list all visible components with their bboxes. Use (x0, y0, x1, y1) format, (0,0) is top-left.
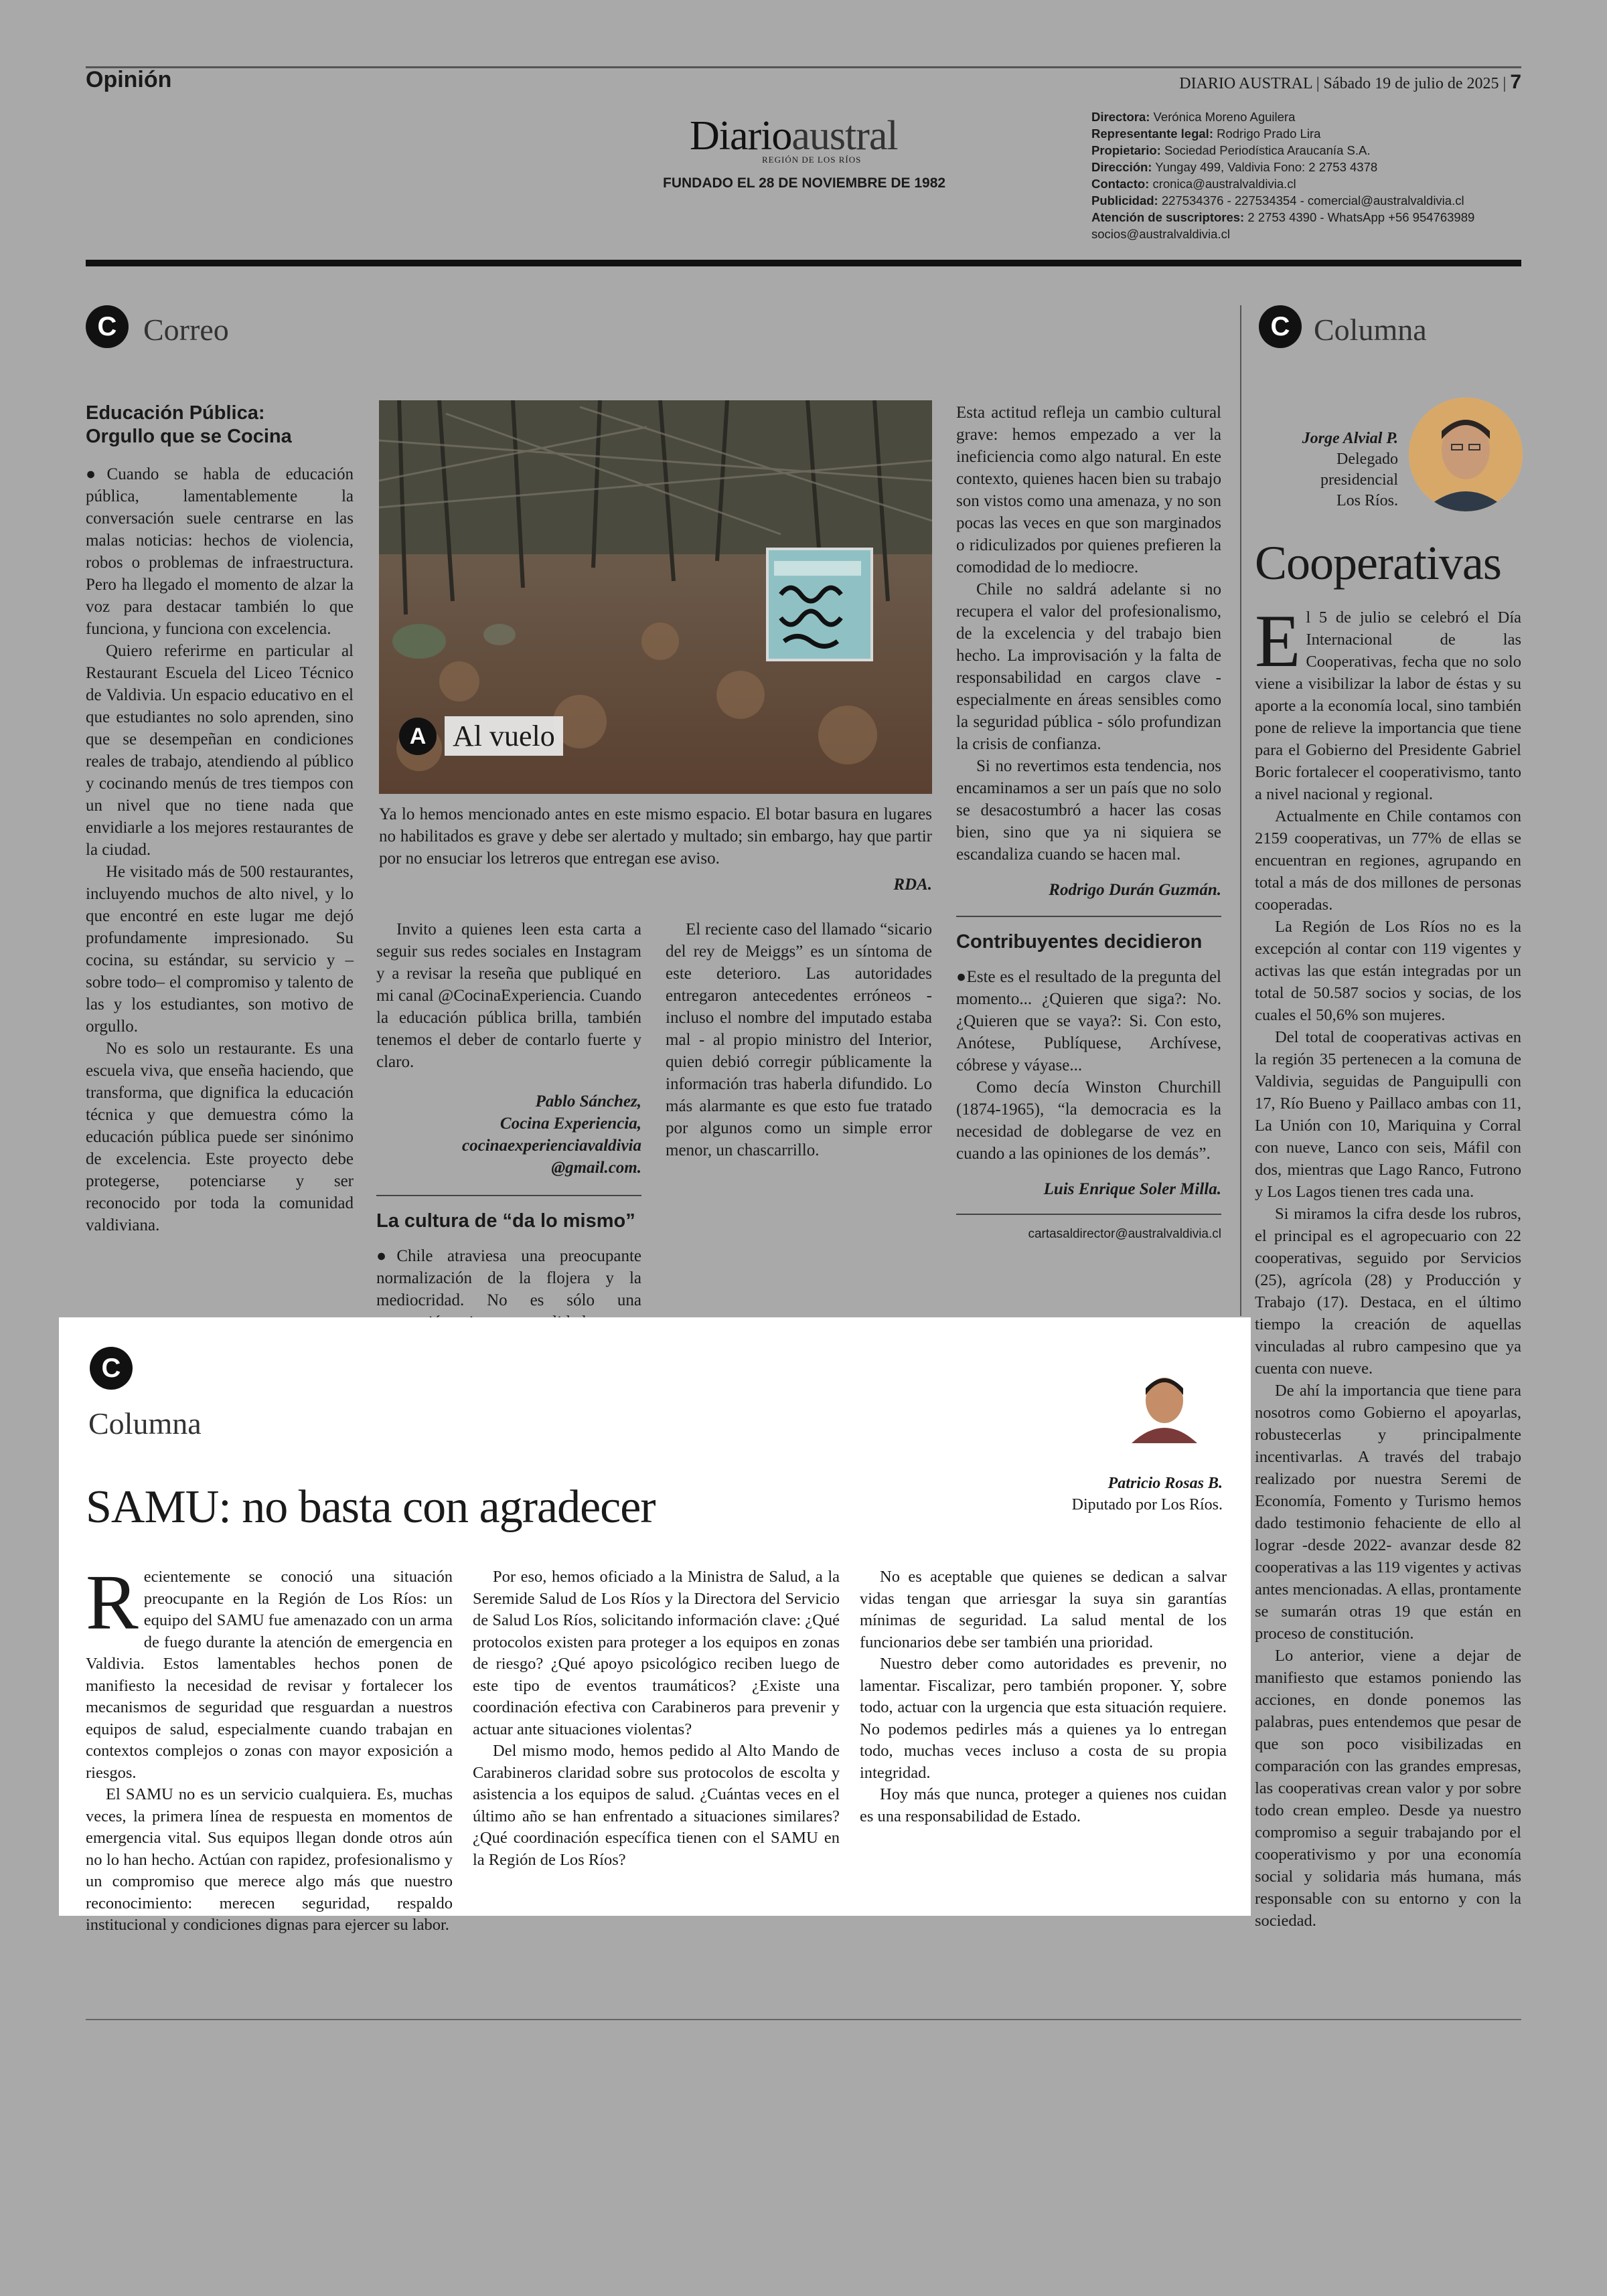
columnist-role: Delegado (1336, 450, 1398, 468)
samu-paragraph: Por eso, hemos oficiado a la Ministra de Salud, a la Seremide Salud de Los Ríos y la Directora del Servicio de Salud Los Ríos, solicitando información clave: ¿Qué protocolos existen para proteger a los equipos en zonas de riesgo? ¿Qué apoyo psicológico reciben luego de este tipo de eventos traumáticos? ¿Existe una coordinación efectiva con Carabineros para prevenir y actuar ante situaciones violentas? (473, 1568, 840, 1738)
column-paragraph: Actualmente en Chile contamos con 2159 cooperativas, un 77% de ellas se encuentran en regiones, agrupando en total a más de dos millones de personas cooperadas. (1255, 807, 1521, 914)
newspaper-name: DIARIO AUSTRAL (1179, 75, 1312, 92)
letter-paragraph: He visitado más de 500 restaurantes, incluyendo muchos de alto nivel, y lo que encontré en este lugar me dejó profundamente impresionado. Su cocina, su estándar, su servicio y –sobre todo– el compromiso y talento de las y los estudiantes, son motivo de orgullo. (86, 863, 354, 1036)
dropcap: E (1255, 600, 1301, 683)
divider (956, 916, 1221, 917)
samu-paragraph: El SAMU no es un servicio cualquiera. Es, muchas veces, la primera línea de respuesta en momentos de emergencia vital. Sus equipos llegan donde otros aún no lo han hecho. Actúan con rapidez, profesionalismo y un compromiso que merece algo más que nuestro reconocimiento: merecen seguridad, respaldo institucional y condiciones dignas para ejercer su labor. (86, 1785, 453, 1934)
columnist-role: Los Ríos. (1336, 492, 1398, 509)
staff-line: Atención de suscriptores: 2 2753 4390 - WhatsApp +56 954763989 (1091, 210, 1475, 224)
samu-col-1 (86, 1558, 453, 1937)
letter-paragraph: Quiero referirme en particular al Restaurant Escuela del Liceo Técnico de Valdivia. Un espacio educativo en el que estudiantes no solo aprenden, sino que se desempeñan en condiciones reales de trabajo, atendiendo al público y cocinando menús de tres tiempos con un nivel que no tiene nada que envidiarle a los mejores restaurantes de la ciudad. (86, 642, 354, 859)
letter-signature: cocinaexperienciavaldivia (462, 1137, 641, 1155)
divider (956, 1214, 1221, 1215)
column-paragraph: La Región de Los Ríos no es la excepción al contar con 119 vigentes y activas las que están integradas por un total de 50.587 socios y socias, de los cuales el 50,6% son mujeres. (1255, 918, 1521, 1024)
letter-title: Contribuyentes decidieron (956, 931, 1203, 953)
letter-paragraph: ●Este es el resultado de la pregunta del momento... ¿Quieren que siga?: No. ¿Quieren que se vaya?: Si. Con esto, Anótese, Publíquese, Archívese, cóbrese y váyase... (956, 968, 1221, 1074)
header-heavy-rule (86, 260, 1521, 266)
staff-line: Representante legal: Rodrigo Prado Lira (1091, 127, 1321, 141)
samu-author-photo (1126, 1366, 1203, 1443)
column-body (1255, 600, 1521, 1932)
letter-signature: Cocina Experiencia, (500, 1115, 641, 1133)
correo-badge: C (86, 305, 129, 348)
column-divider (1240, 305, 1241, 1316)
separator: | (1503, 75, 1511, 92)
letter-paragraph: Chile no saldrá adelante si no recupera el valor del profesionalismo, de la excelencia y del trabajo bien hecho. La improvisación y la falta de responsabilidad en cargos clave - especialmente en áreas sensibles como la seguridad pública - sólo profundizan la crisis de confianza. (956, 580, 1221, 753)
staff-box (1091, 108, 1520, 242)
letter-signature: @gmail.com. (551, 1159, 641, 1177)
founded-line: FUNDADO EL 28 DE NOVIEMBRE DE 1982 (663, 175, 946, 191)
logo-light: austral (791, 113, 898, 159)
samu-paragraph: Nuestro deber como autoridades es prevenir, no lamentar. Fiscalizar, pero también proponer. Y, sobre todo, actuar con la urgencia que esta situación requiere. No podemos pedirles más a quienes ya lo entregan todo, muchas veces incluso a costa de su propia integridad. (860, 1655, 1227, 1782)
samu-section-label: Columna (88, 1406, 202, 1441)
staff-line: socios@australvaldivia.cl (1091, 227, 1230, 241)
letters-email[interactable]: cartasaldirector@australvaldivia.cl (1028, 1227, 1221, 1241)
masthead-logo (690, 112, 898, 160)
samu-author-info (1004, 1473, 1223, 1515)
samu-paragraph: Del mismo modo, hemos pedido al Alto Mando de Carabineros claridad sobre sus protocolos de escolta y asistencia a los equipos de salud. ¿Cuántas veces en el último año se han enfrentado a situaciones similares? ¿Qué coordinación específica tienen con el SAMU en la Región de Los Ríos? (473, 1742, 840, 1869)
column-paragraph: Si miramos la cifra desde los rubros, el principal es el agropecuario con 22 cooperativas, seguido por Servicios (25), agrícola (28) y Producción y Trabajo (17). Destaca, en el último tiempo la creación de aquellas vinculadas al rubro campesino que ya cuenta con nueve. (1255, 1205, 1521, 1378)
column-paragraph: l 5 de julio se celebró el Día Internacional de las Cooperativas, fecha que no solo viene a visibilizar la labor de éstas y su aporte a la economía local, sino también pone de relieve la importancia que tiene para el Gobierno del Presidente Gabriel Boric fortalecer el cooperativismo, tanto a nivel nacional y regional. (1255, 608, 1521, 803)
logo-main: Diario (690, 113, 792, 159)
samu-paragraph: No es aceptable que quienes se dedican a salvar vidas tengan que arriesgar la suya sin garantías mínimas de seguridad. La salud mental de los funcionarios debe ser también una prioridad. (860, 1568, 1227, 1651)
letter-culture-continued (666, 918, 932, 1161)
letter-paragraph: Esta actitud refleja un cambio cultural grave: hemos empezado a ver la ineficiencia como algo natural. En este contexto, quienes hacen bien su trabajo son vistos como una amenaza, y no son pocas las veces en que son marginados o ridiculizados por quienes prefieren la comodidad de lo mediocre. (956, 404, 1221, 576)
letter-title: La cultura de “da lo mismo” (376, 1210, 635, 1232)
column-paragraph: Lo anterior, viene a dejar de manifiesto que estamos poniendo las acciones, en donde ponemos las palabras, pues entendemos que pesar de que son poco visibilizadas en comparación con las grandes empresas, las cooperativas crean valor y por sobre todo crean empleo. Desde ya nuestro compromiso a seguir trabajando por el cooperativismo y por una economía social y solidaria más humana, más responsable con su entorno y con la sociedad. (1255, 1647, 1521, 1930)
alvuelo-label: Al vuelo (445, 716, 563, 756)
page-number: 7 (1510, 71, 1521, 93)
letter-education (86, 402, 354, 1236)
letter-paragraph: Si no revertimos esta tendencia, nos encaminamos a ser un país que no solo se desacostumbró a hacer las cosas bien, sino que ya ni siquiera se escandaliza cuando se hacen mal. (956, 757, 1221, 864)
letter-paragraph: Como decía Winston Churchill (1874-1965), “la democracia es la necesidad de doblegarse de vez en cuando a las opiniones de los demás”. (956, 1078, 1221, 1163)
correo-label: Correo (143, 313, 229, 347)
page-bottom-rule (86, 2019, 1521, 2020)
column-paragraph: Del total de cooperativas activas en la región 35 pertenecen a la comuna de Valdivia, seguidas de Panguipulli con 17, Río Bueno y Paillaco ambas con 11, La Unión con 10, Mariquina y Corral con nueve, Lanco con seis, Máfil con dos, mientras que Lago Ranco, Futrono y Los Lagos tienen tres cada una. (1255, 1028, 1521, 1201)
samu-paragraph: Hoy más que nunca, proteger a quienes nos cuidan es una responsabilidad de Estado. (860, 1785, 1227, 1825)
letter-paragraph: ●Chile atraviesa una preocupante normalización de la flojera y la mediocridad. No es sólo una (376, 1247, 641, 1309)
columnist-role: presidencial (1320, 471, 1398, 489)
staff-line: Publicidad: 227534376 - 227534354 - comercial@australvaldivia.cl (1091, 193, 1464, 208)
samu-author-role: Diputado por Los Ríos. (1071, 1496, 1223, 1513)
alvuelo-signature: RDA. (893, 876, 932, 894)
columnist-name: Jorge Alvial P. (1302, 430, 1398, 447)
staff-line: Contacto: cronica@australvaldivia.cl (1091, 177, 1296, 191)
letter-paragraph: No es solo un restaurante. Es una escuela viva, que enseña haciendo, que transforma, que dignifica la educación técnica y que demuestra cómo la educación pública puede ser sinónimo de excelencia. Este proyecto debe protegerse, potenciarse y ser reconocido por toda la comunidad valdiviana. (86, 1040, 354, 1234)
header-top-rule (86, 66, 1521, 68)
letter-signature: Pablo Sánchez, (535, 1092, 641, 1111)
column-paragraph: De ahí la importancia que tiene para nosotros como Gobierno el apoyarlas, robustecerlas y principalmente incentivarlas. A través del trabajo realizado por nuestra Seremi de Economía, Fomento y Turismo hemos dado testimonio fehaciente de ello al lograr -desde 2022- avanzar desde 82 cooperativas a las 119 vigentes y activas antes mencionadas. A ellas, prontamente se sumarán otras 19 que están en proceso de constitución. (1255, 1382, 1521, 1643)
columna-label: Columna (1314, 313, 1427, 347)
staff-line: Propietario: Sociedad Periodística Araucanía S.A. (1091, 143, 1371, 157)
samu-col-3 (860, 1566, 1227, 1827)
letter-culture-col4 (956, 402, 1221, 1245)
divider (376, 1195, 641, 1196)
letter-title-line1: Educación Pública: (86, 402, 265, 424)
samu-badge: C (90, 1347, 133, 1390)
author-portrait (1126, 1366, 1203, 1443)
columnist-info (1252, 428, 1398, 511)
letter-paragraph: Invito a quienes leen esta carta a seguir sus redes sociales en Instagram y a revisar la reseña que publiqué en mi canal @CocinaExperiencia. Cuando la educación pública brilla, también tenemos el deber de contarlo fuerte y claro. (376, 920, 641, 1071)
issue-line (1179, 71, 1521, 94)
letter-signature: Luis Enrique Soler Milla. (1043, 1180, 1221, 1198)
letter-paragraph: El reciente caso del llamado “sicario del rey de Meiggs” es un síntoma de este deterioro. Las autoridades entregaron antecedentes erróneos - incluso el nombre del imputado estaba mal - al propio ministro del Interior, quien debió corregir públicamente la información tras haberla difundido. Lo más alarmante es que esto fue tratado por algunos como un simple error menor, un chascarrillo. (666, 920, 932, 1159)
issue-date: Sábado 19 de julio de 2025 (1323, 75, 1499, 92)
avatar-portrait (1409, 398, 1523, 511)
logo-subtitle: REGIÓN DE LOS RÍOS (762, 155, 862, 165)
letter-paragraph: ●Cuando se habla de educación pública, lamentablemente la conversación suele centrarse en las malas noticias: hechos de violencia, robos o problemas de infraestructura. Pero ha llegado el momento de alzar la voz para destacar también lo que funciona, y funciona con excelencia. (86, 465, 354, 638)
samu-title: SAMU: no basta con agradecer (86, 1481, 656, 1533)
alvuelo-caption-text: Ya lo hemos mencionado antes en este mismo espacio. El botar basura en lugares no habilitados es grave y debe ser alertado y multado; sin embargo, hay que partir por no ensuciar los letreros que entregan ese aviso. (379, 805, 932, 868)
samu-author-name: Patricio Rosas B. (1107, 1475, 1223, 1492)
separator: | (1316, 75, 1324, 92)
column-title: Cooperativas (1255, 536, 1501, 590)
columna-badge: C (1259, 305, 1302, 348)
letter-title-line2: Orgullo que se Cocina (86, 426, 292, 447)
columnist-avatar (1409, 398, 1523, 511)
staff-line: Directora: Verónica Moreno Aguilera (1091, 110, 1296, 124)
samu-col-2 (473, 1566, 840, 1871)
staff-line: Dirección: Yungay 499, Valdivia Fono: 2 2753 4378 (1091, 160, 1378, 174)
alvuelo-caption (379, 803, 932, 896)
samu-dropcap: R (86, 1558, 139, 1646)
letter-signature: Rodrigo Durán Guzmán. (1049, 881, 1221, 899)
samu-paragraph: ecientemente se conoció una situación preocupante en la Región de Los Ríos: un equipo del SAMU fue amenazado con un arma de fuego durante la atención de emergencia en Valdivia. Estos lamentables hechos ponen de manifiesto la necesidad de revisar y fortalecer los mecanismos de seguridad que resguardan a nuestros equipos de salud, especialmente cuando trabajan en contextos complejos o zonas con mayor exposición a riesgos. (86, 1568, 453, 1782)
alvuelo-badge: A (399, 718, 437, 755)
section-title: Opinión (86, 67, 172, 92)
